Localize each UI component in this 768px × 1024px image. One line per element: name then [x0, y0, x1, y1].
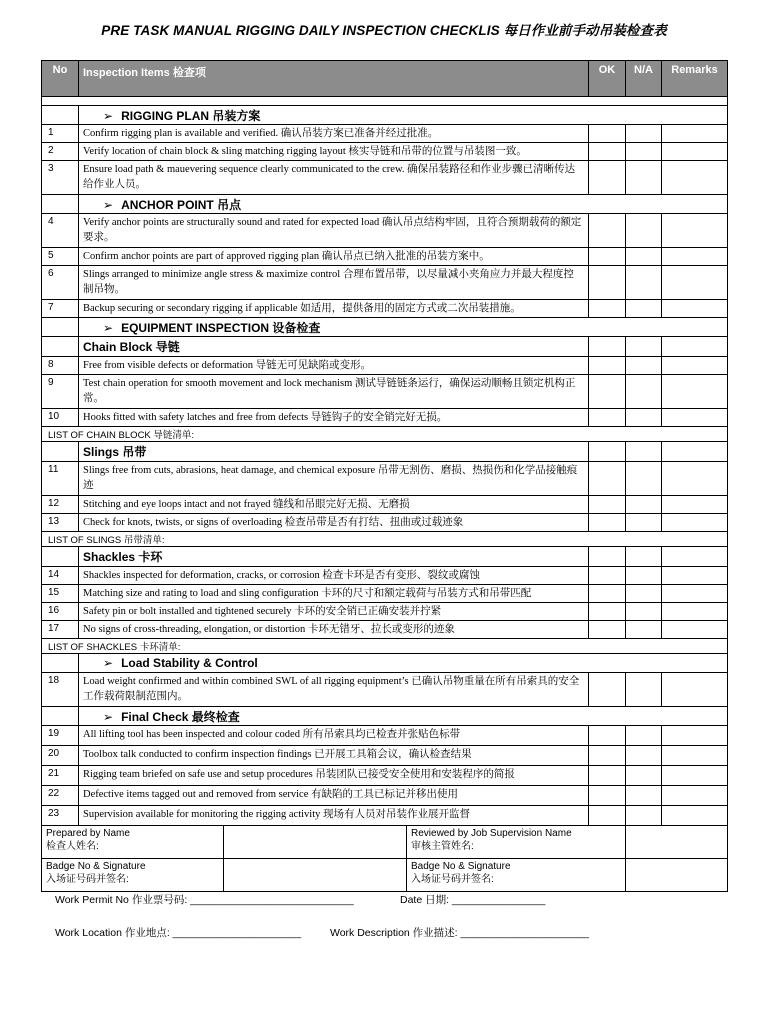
- item-no: 14: [42, 567, 79, 585]
- item-no: 4: [42, 214, 79, 248]
- subsection-shackles: Shackles 卡环: [79, 547, 589, 567]
- item-text: All lifting tool has been inspected and colour coded 所有吊索具均已检查并张贴色标带: [79, 726, 589, 746]
- na-cell[interactable]: [626, 125, 662, 143]
- remarks-cell[interactable]: [662, 266, 728, 300]
- item-text: Ensure load path & mauevering sequence clearly communicated to the crew. 确保吊装路径和作业步骤已清晰传达给作业人员。: [79, 161, 589, 195]
- remarks-cell[interactable]: [662, 143, 728, 161]
- remarks-cell[interactable]: [662, 375, 728, 409]
- remarks-cell[interactable]: [662, 746, 728, 766]
- remarks-cell[interactable]: [662, 673, 728, 707]
- table-header-row: [42, 61, 728, 97]
- ok-cell[interactable]: [589, 248, 626, 266]
- badge-signature-label: Badge No & Signature: [411, 861, 511, 872]
- item-text: Check for knots, twists, or signs of overloading 检查吊带是否有打结、扭曲或过载迹象: [79, 514, 589, 532]
- table-row: [42, 806, 728, 826]
- table-row: [42, 214, 728, 248]
- na-cell[interactable]: [626, 673, 662, 707]
- list-row: [42, 532, 728, 547]
- item-text: Shackles inspected for deformation, cracks, or corrosion 检查卡环是否有变形、裂纹或腐蚀: [79, 567, 589, 585]
- signature-row: [42, 859, 728, 892]
- work-location-field[interactable]: Work Location 作业地点: ______________________: [55, 927, 302, 939]
- table-row: [42, 673, 728, 707]
- na-cell[interactable]: [626, 746, 662, 766]
- ok-cell[interactable]: [589, 806, 626, 826]
- section-load-stability: Load Stability & Control: [121, 656, 258, 670]
- item-no: 19: [42, 726, 79, 746]
- na-cell[interactable]: [626, 248, 662, 266]
- ok-cell[interactable]: [589, 357, 626, 375]
- na-cell[interactable]: [626, 143, 662, 161]
- bullet-arrow-icon: ➢: [103, 709, 114, 724]
- table-row: [42, 726, 728, 746]
- item-no: 17: [42, 621, 79, 639]
- table-row: [42, 462, 728, 496]
- header-na: N/A: [626, 61, 662, 97]
- remarks-cell[interactable]: [662, 214, 728, 248]
- table-row: [42, 786, 728, 806]
- item-no: 21: [42, 766, 79, 786]
- item-text: Hooks fitted with safety latches and free from defects 导链钩子的安全销完好无损。: [79, 409, 589, 427]
- na-cell[interactable]: [626, 161, 662, 195]
- work-permit-field[interactable]: Work Permit No 作业票号码: ____________________________: [55, 894, 354, 906]
- na-cell[interactable]: [626, 409, 662, 427]
- badge-signature-label: Badge No & Signature: [46, 861, 146, 872]
- ok-cell[interactable]: [589, 603, 626, 621]
- item-no: 10: [42, 409, 79, 427]
- list-of-slings[interactable]: LIST OF SLINGS 吊带清单:: [42, 532, 728, 547]
- item-text: Load weight confirmed and within combined SWL of all rigging equipment’s 已确认吊物重量在所有吊索具的安全工作载荷限制范围内。: [79, 673, 589, 707]
- table-row: [42, 567, 728, 585]
- na-cell[interactable]: [626, 726, 662, 746]
- table-row: [42, 375, 728, 409]
- badge-signature-field[interactable]: [626, 859, 728, 892]
- inspection-checklist-table: [41, 60, 728, 892]
- na-cell[interactable]: [626, 496, 662, 514]
- ok-cell[interactable]: [589, 125, 626, 143]
- remarks-cell[interactable]: [662, 125, 728, 143]
- item-no: 2: [42, 143, 79, 161]
- date-field[interactable]: Date 日期: ________________: [400, 894, 546, 906]
- item-no: 3: [42, 161, 79, 195]
- remarks-cell[interactable]: [662, 300, 728, 318]
- item-no: 22: [42, 786, 79, 806]
- header-remarks: Remarks: [662, 61, 728, 97]
- item-text: Slings free from cuts, abrasions, heat damage, and chemical exposure 吊带无割伤、磨损、热损伤和化学品接触痕迹: [79, 462, 589, 496]
- remarks-cell[interactable]: [662, 766, 728, 786]
- remarks-cell[interactable]: [662, 567, 728, 585]
- ok-cell[interactable]: [589, 585, 626, 603]
- header-no: No: [42, 61, 79, 97]
- na-cell[interactable]: [626, 621, 662, 639]
- item-text: Verify location of chain block & sling matching rigging layout 核实导链和吊带的位置与吊装图一致。: [79, 143, 589, 161]
- ok-cell[interactable]: [589, 161, 626, 195]
- na-cell[interactable]: [626, 214, 662, 248]
- ok-cell[interactable]: [589, 496, 626, 514]
- na-cell[interactable]: [626, 462, 662, 496]
- item-text: Confirm rigging plan is available and verified. 确认吊装方案已准备并经过批准。: [79, 125, 589, 143]
- table-row: [42, 496, 728, 514]
- section-row: [42, 318, 728, 337]
- prepared-by-field[interactable]: [224, 826, 407, 859]
- item-text: Rigging team briefed on safe use and setup procedures 吊装团队已接受安全使用和安装程序的简报: [79, 766, 589, 786]
- table-row: [42, 585, 728, 603]
- signature-row: [42, 826, 728, 859]
- ok-cell[interactable]: [589, 746, 626, 766]
- ok-cell[interactable]: [589, 462, 626, 496]
- remarks-cell[interactable]: [662, 786, 728, 806]
- na-cell[interactable]: [626, 266, 662, 300]
- item-no: 20: [42, 746, 79, 766]
- subsection-row: [42, 547, 728, 567]
- ok-cell[interactable]: [589, 409, 626, 427]
- item-text: Test chain operation for smooth movement and lock mechanism 测试导链链条运行，确保运动顺畅且锁定机构正常。: [79, 375, 589, 409]
- na-cell[interactable]: [626, 603, 662, 621]
- page-title: PRE TASK MANUAL RIGGING DAILY INSPECTION CHECKLIS 每日作业前手动吊装检查表: [101, 23, 667, 38]
- item-text: Backup securing or secondary rigging if applicable 如适用，提供备用的固定方式或二次吊装措施。: [79, 300, 589, 318]
- reviewed-by-label-cn: 审核主管姓名:: [411, 841, 474, 852]
- item-text: No signs of cross-threading, elongation, or distortion 卡环无错牙、拉长或变形的迹象: [79, 621, 589, 639]
- table-row: [42, 357, 728, 375]
- bullet-arrow-icon: ➢: [103, 656, 114, 670]
- section-rigging-plan: RIGGING PLAN 吊装方案: [121, 108, 261, 123]
- remarks-cell[interactable]: [662, 409, 728, 427]
- remarks-cell[interactable]: [662, 585, 728, 603]
- ok-cell[interactable]: [589, 300, 626, 318]
- item-text: Supervision available for monitoring the rigging activity 现场有人员对吊装作业展开监督: [79, 806, 589, 826]
- remarks-cell[interactable]: [662, 726, 728, 746]
- item-text: Toolbox talk conducted to confirm inspection findings 已开展工具箱会议，确认检查结果: [79, 746, 589, 766]
- item-text: Safety pin or bolt installed and tightened securely 卡环的安全销已正确安装并拧紧: [79, 603, 589, 621]
- reviewed-by-field[interactable]: [626, 826, 728, 859]
- item-no: 1: [42, 125, 79, 143]
- ok-cell[interactable]: [589, 214, 626, 248]
- work-description-field[interactable]: Work Description 作业描述: ______________________: [330, 927, 589, 939]
- na-cell[interactable]: [626, 357, 662, 375]
- table-row: [42, 603, 728, 621]
- list-of-shackles[interactable]: LIST OF SHACKLES 卡环清单:: [42, 639, 728, 654]
- ok-cell[interactable]: [589, 621, 626, 639]
- na-cell[interactable]: [626, 585, 662, 603]
- remarks-cell[interactable]: [662, 806, 728, 826]
- table-row: [42, 621, 728, 639]
- na-cell[interactable]: [626, 514, 662, 532]
- section-final-check: Final Check 最终检查: [121, 709, 240, 724]
- section-row: [42, 106, 728, 125]
- item-no: 12: [42, 496, 79, 514]
- ok-cell[interactable]: [589, 567, 626, 585]
- section-row: [42, 195, 728, 214]
- table-row: [42, 514, 728, 532]
- remarks-cell[interactable]: [662, 621, 728, 639]
- spacer-row: [42, 97, 728, 106]
- table-row: [42, 300, 728, 318]
- item-text: Defective items tagged out and removed from service 有缺陷的工具已标记并移出使用: [79, 786, 589, 806]
- section-row: [42, 654, 728, 673]
- subsection-row: [42, 442, 728, 462]
- item-no: 18: [42, 673, 79, 707]
- item-no: 7: [42, 300, 79, 318]
- table-row: [42, 161, 728, 195]
- prepared-by-label: Prepared by Name: [46, 828, 130, 839]
- subsection-chain-block: Chain Block 导链: [79, 337, 589, 357]
- list-row: [42, 639, 728, 654]
- na-cell[interactable]: [626, 806, 662, 826]
- table-row: [42, 143, 728, 161]
- table-row: [42, 248, 728, 266]
- table-row: [42, 746, 728, 766]
- ok-cell[interactable]: [589, 266, 626, 300]
- remarks-cell[interactable]: [662, 462, 728, 496]
- na-cell[interactable]: [626, 300, 662, 318]
- item-no: 23: [42, 806, 79, 826]
- reviewed-by-label: Reviewed by Job Supervision Name: [411, 828, 572, 839]
- item-no: 5: [42, 248, 79, 266]
- remarks-cell[interactable]: [662, 248, 728, 266]
- na-cell[interactable]: [626, 375, 662, 409]
- bullet-arrow-icon: ➢: [103, 320, 114, 335]
- bullet-arrow-icon: ➢: [103, 197, 114, 212]
- item-no: 9: [42, 375, 79, 409]
- ok-cell[interactable]: [589, 766, 626, 786]
- na-cell[interactable]: [626, 567, 662, 585]
- badge-signature-label-cn: 入场证号码并签名:: [46, 874, 129, 885]
- item-text: Matching size and rating to load and sling configuration 卡环的尺寸和额定载荷与吊装方式和吊带匹配: [79, 585, 589, 603]
- item-no: 6: [42, 266, 79, 300]
- item-text: Verify anchor points are structurally sound and rated for expected load 确认吊点结构牢固，且符合预期载荷的额定要求。: [79, 214, 589, 248]
- table-row: [42, 266, 728, 300]
- list-row: [42, 427, 728, 442]
- item-text: Free from visible defects or deformation 导链无可见缺陷或变形。: [79, 357, 589, 375]
- item-text: Slings arranged to minimize angle stress & maximize control 合理布置吊带，以尽量减小夹角应力并最大程度控制吊物。: [79, 266, 589, 300]
- item-text: Stitching and eye loops intact and not frayed 缝线和吊眼完好无损、无磨损: [79, 496, 589, 514]
- item-no: 13: [42, 514, 79, 532]
- section-anchor-point: ANCHOR POINT 吊点: [121, 197, 242, 212]
- bullet-arrow-icon: ➢: [103, 108, 114, 123]
- header-ok: OK: [589, 61, 626, 97]
- table-row: [42, 125, 728, 143]
- item-no: 16: [42, 603, 79, 621]
- list-of-chain-block[interactable]: LIST OF CHAIN BLOCK 导链清单:: [42, 427, 728, 442]
- subsection-row: [42, 337, 728, 357]
- item-no: 8: [42, 357, 79, 375]
- remarks-cell[interactable]: [662, 161, 728, 195]
- header-inspection-items: Inspection Items 检查项: [79, 61, 589, 97]
- ok-cell[interactable]: [589, 375, 626, 409]
- item-text: Confirm anchor points are part of approved rigging plan 确认吊点已纳入批准的吊装方案中。: [79, 248, 589, 266]
- ok-cell[interactable]: [589, 514, 626, 532]
- subsection-slings: Slings 吊带: [79, 442, 589, 462]
- remarks-cell[interactable]: [662, 514, 728, 532]
- table-row: [42, 766, 728, 786]
- badge-signature-field[interactable]: [224, 859, 407, 892]
- na-cell[interactable]: [626, 766, 662, 786]
- table-row: [42, 409, 728, 427]
- ok-cell[interactable]: [589, 726, 626, 746]
- prepared-by-label-cn: 检查人姓名:: [46, 841, 99, 852]
- ok-cell[interactable]: [589, 673, 626, 707]
- badge-signature-label-cn: 入场证号码并签名:: [411, 874, 494, 885]
- remarks-cell[interactable]: [662, 603, 728, 621]
- section-equipment-inspection: EQUIPMENT INSPECTION 设备检查: [121, 320, 321, 335]
- ok-cell[interactable]: [589, 786, 626, 806]
- remarks-cell[interactable]: [662, 496, 728, 514]
- na-cell[interactable]: [626, 786, 662, 806]
- remarks-cell[interactable]: [662, 357, 728, 375]
- section-row: [42, 707, 728, 726]
- item-no: 11: [42, 462, 79, 496]
- item-no: 15: [42, 585, 79, 603]
- ok-cell[interactable]: [589, 143, 626, 161]
